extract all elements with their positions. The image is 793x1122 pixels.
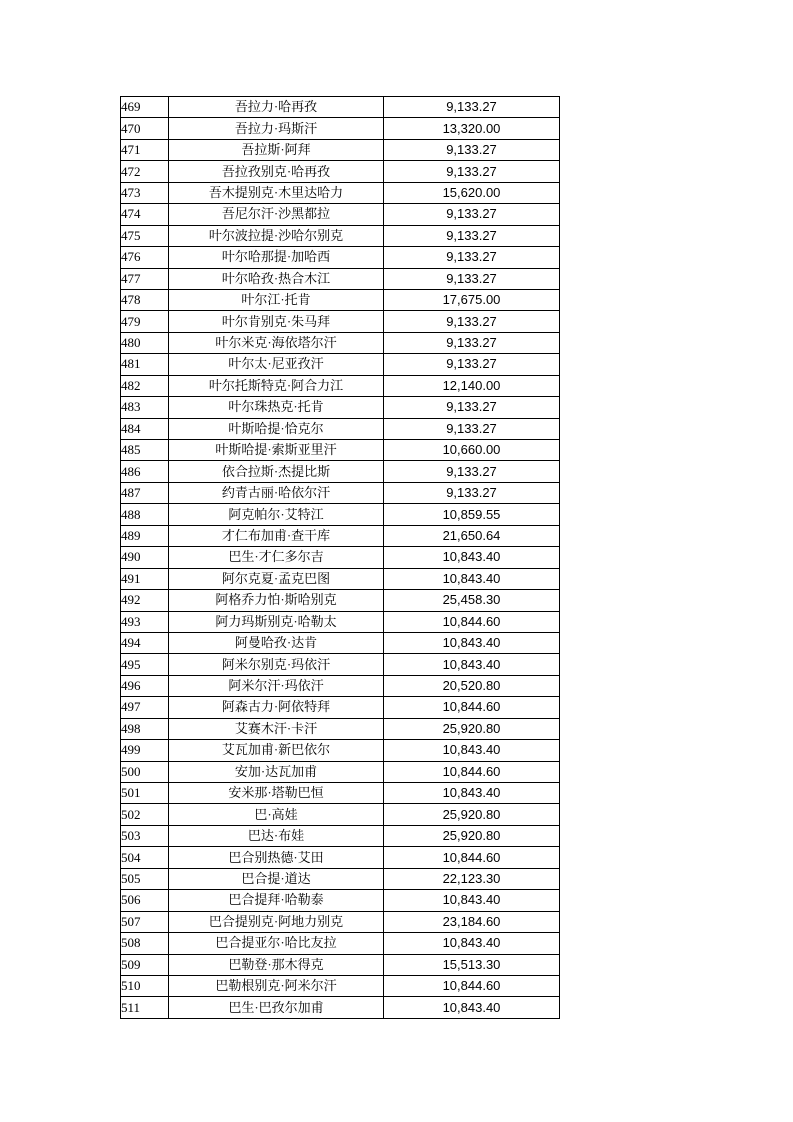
table-row xyxy=(121,568,560,589)
amount-cell: 10,843.40 xyxy=(384,890,560,911)
amount-cell: 25,920.80 xyxy=(384,825,560,846)
amount-cell: 9,133.27 xyxy=(384,97,560,118)
amount-cell: 13,320.00 xyxy=(384,118,560,139)
table-row xyxy=(121,718,560,739)
amount-cell: 10,843.40 xyxy=(384,740,560,761)
row-number-cell: 504 xyxy=(121,847,169,868)
row-number-cell: 470 xyxy=(121,118,169,139)
row-number-cell: 511 xyxy=(121,997,169,1018)
name-cell: 依合拉斯·杰提比斯 xyxy=(169,461,384,482)
row-number-cell: 479 xyxy=(121,311,169,332)
name-cell: 巴勒登·那木得克 xyxy=(169,954,384,975)
name-cell: 巴合别热德·艾田 xyxy=(169,847,384,868)
amount-cell: 25,458.30 xyxy=(384,590,560,611)
name-cell: 叶尔哈孜·热合木江 xyxy=(169,268,384,289)
table-row xyxy=(121,311,560,332)
row-number-cell: 495 xyxy=(121,654,169,675)
name-cell: 巴·高娃 xyxy=(169,804,384,825)
amount-cell: 9,133.27 xyxy=(384,397,560,418)
row-number-cell: 489 xyxy=(121,525,169,546)
amount-cell: 10,859.55 xyxy=(384,504,560,525)
amount-cell: 9,133.27 xyxy=(384,139,560,160)
row-number-cell: 474 xyxy=(121,204,169,225)
row-number-cell: 503 xyxy=(121,825,169,846)
amount-cell: 10,843.40 xyxy=(384,997,560,1018)
name-cell: 巴合提别克·阿地力别克 xyxy=(169,911,384,932)
name-cell: 阿尔克夏·孟克巴图 xyxy=(169,568,384,589)
amount-cell: 10,843.40 xyxy=(384,568,560,589)
name-cell: 巴勒根别克·阿米尔汗 xyxy=(169,975,384,996)
row-number-cell: 477 xyxy=(121,268,169,289)
name-cell: 阿米尔汗·玛依汗 xyxy=(169,675,384,696)
amount-cell: 23,184.60 xyxy=(384,911,560,932)
table-row xyxy=(121,697,560,718)
table-row xyxy=(121,525,560,546)
table-row xyxy=(121,675,560,696)
amount-cell: 25,920.80 xyxy=(384,804,560,825)
name-cell: 巴合提亚尔·哈比友拉 xyxy=(169,933,384,954)
name-cell: 叶尔波拉提·沙哈尔别克 xyxy=(169,225,384,246)
table-row xyxy=(121,118,560,139)
name-cell: 吾拉孜别克·哈再孜 xyxy=(169,161,384,182)
name-cell: 艾瓦加甫·新巴依尔 xyxy=(169,740,384,761)
row-number-cell: 508 xyxy=(121,933,169,954)
row-number-cell: 478 xyxy=(121,289,169,310)
row-number-cell: 510 xyxy=(121,975,169,996)
amount-cell: 9,133.27 xyxy=(384,161,560,182)
table-row xyxy=(121,547,560,568)
amount-cell: 9,133.27 xyxy=(384,332,560,353)
table-row xyxy=(121,97,560,118)
table-row xyxy=(121,590,560,611)
table-row xyxy=(121,654,560,675)
table-row xyxy=(121,825,560,846)
table-row xyxy=(121,847,560,868)
table-row xyxy=(121,975,560,996)
amount-cell: 15,620.00 xyxy=(384,182,560,203)
name-cell: 阿曼哈孜·达肯 xyxy=(169,632,384,653)
table-row xyxy=(121,418,560,439)
row-number-cell: 482 xyxy=(121,375,169,396)
table-row xyxy=(121,225,560,246)
amount-cell: 10,844.60 xyxy=(384,697,560,718)
name-cell: 巴合提·道达 xyxy=(169,868,384,889)
table-row xyxy=(121,911,560,932)
name-cell: 吾拉力·哈再孜 xyxy=(169,97,384,118)
table-row xyxy=(121,461,560,482)
row-number-cell: 469 xyxy=(121,97,169,118)
name-cell: 巴合提拜·哈勒泰 xyxy=(169,890,384,911)
name-cell: 吾尼尔汗·沙黑都拉 xyxy=(169,204,384,225)
table-body xyxy=(121,97,560,1019)
amount-cell: 10,844.60 xyxy=(384,975,560,996)
amount-cell: 10,843.40 xyxy=(384,632,560,653)
table-row xyxy=(121,868,560,889)
table-row xyxy=(121,632,560,653)
amount-cell: 10,843.40 xyxy=(384,654,560,675)
name-cell: 叶尔江·托肯 xyxy=(169,289,384,310)
row-number-cell: 492 xyxy=(121,590,169,611)
name-cell: 叶斯哈提·恰克尔 xyxy=(169,418,384,439)
name-cell: 安加·达瓦加甫 xyxy=(169,761,384,782)
row-number-cell: 493 xyxy=(121,611,169,632)
row-number-cell: 499 xyxy=(121,740,169,761)
table-row xyxy=(121,997,560,1018)
table-row xyxy=(121,139,560,160)
row-number-cell: 501 xyxy=(121,783,169,804)
row-number-cell: 509 xyxy=(121,954,169,975)
table-row xyxy=(121,804,560,825)
amount-cell: 10,843.40 xyxy=(384,783,560,804)
row-number-cell: 496 xyxy=(121,675,169,696)
row-number-cell: 475 xyxy=(121,225,169,246)
row-number-cell: 471 xyxy=(121,139,169,160)
table-row xyxy=(121,247,560,268)
table-row xyxy=(121,204,560,225)
amount-cell: 10,844.60 xyxy=(384,761,560,782)
amount-cell: 9,133.27 xyxy=(384,268,560,289)
name-cell: 才仁布加甫·查干库 xyxy=(169,525,384,546)
name-cell: 巴生·巴孜尔加甫 xyxy=(169,997,384,1018)
name-cell: 巴生·才仁多尔吉 xyxy=(169,547,384,568)
row-number-cell: 500 xyxy=(121,761,169,782)
amount-cell: 12,140.00 xyxy=(384,375,560,396)
name-cell: 吾木提别克·木里达哈力 xyxy=(169,182,384,203)
table-row xyxy=(121,440,560,461)
name-cell: 阿克帕尔·艾特江 xyxy=(169,504,384,525)
table-row xyxy=(121,161,560,182)
row-number-cell: 484 xyxy=(121,418,169,439)
row-number-cell: 497 xyxy=(121,697,169,718)
table-row xyxy=(121,182,560,203)
row-number-cell: 480 xyxy=(121,332,169,353)
name-cell: 叶尔肯别克·朱马拜 xyxy=(169,311,384,332)
table-row xyxy=(121,783,560,804)
row-number-cell: 481 xyxy=(121,354,169,375)
name-cell: 阿森古力·阿依特拜 xyxy=(169,697,384,718)
amount-cell: 21,650.64 xyxy=(384,525,560,546)
table-row xyxy=(121,375,560,396)
amount-cell: 9,133.27 xyxy=(384,204,560,225)
row-number-cell: 476 xyxy=(121,247,169,268)
amount-cell: 9,133.27 xyxy=(384,311,560,332)
table-row xyxy=(121,933,560,954)
name-cell: 叶斯哈提·索斯亚里汗 xyxy=(169,440,384,461)
amount-cell: 9,133.27 xyxy=(384,418,560,439)
table-row xyxy=(121,354,560,375)
amount-cell: 10,660.00 xyxy=(384,440,560,461)
row-number-cell: 486 xyxy=(121,461,169,482)
table-row xyxy=(121,611,560,632)
row-number-cell: 507 xyxy=(121,911,169,932)
amount-cell: 9,133.27 xyxy=(384,247,560,268)
table-row xyxy=(121,289,560,310)
name-cell: 安米那·塔勒巴恒 xyxy=(169,783,384,804)
table-row xyxy=(121,761,560,782)
amount-cell: 10,844.60 xyxy=(384,847,560,868)
data-table xyxy=(120,96,560,1019)
row-number-cell: 472 xyxy=(121,161,169,182)
table-row xyxy=(121,397,560,418)
name-cell: 阿力玛斯别克·哈勒太 xyxy=(169,611,384,632)
name-cell: 吾拉斯·阿拜 xyxy=(169,139,384,160)
name-cell: 艾赛木汗·卡汗 xyxy=(169,718,384,739)
table-row xyxy=(121,504,560,525)
name-cell: 巴达·布娃 xyxy=(169,825,384,846)
row-number-cell: 502 xyxy=(121,804,169,825)
name-cell: 叶尔太·尼亚孜汗 xyxy=(169,354,384,375)
table-row xyxy=(121,332,560,353)
amount-cell: 25,920.80 xyxy=(384,718,560,739)
name-cell: 约青古丽·哈依尔汗 xyxy=(169,482,384,503)
row-number-cell: 487 xyxy=(121,482,169,503)
amount-cell: 17,675.00 xyxy=(384,289,560,310)
row-number-cell: 505 xyxy=(121,868,169,889)
name-cell: 阿米尔别克·玛依汗 xyxy=(169,654,384,675)
amount-cell: 9,133.27 xyxy=(384,482,560,503)
row-number-cell: 498 xyxy=(121,718,169,739)
amount-cell: 22,123.30 xyxy=(384,868,560,889)
name-cell: 叶尔米克·海依塔尔汗 xyxy=(169,332,384,353)
amount-cell: 9,133.27 xyxy=(384,225,560,246)
table-row xyxy=(121,740,560,761)
row-number-cell: 506 xyxy=(121,890,169,911)
row-number-cell: 473 xyxy=(121,182,169,203)
amount-cell: 15,513.30 xyxy=(384,954,560,975)
row-number-cell: 483 xyxy=(121,397,169,418)
amount-cell: 9,133.27 xyxy=(384,354,560,375)
row-number-cell: 488 xyxy=(121,504,169,525)
table-row xyxy=(121,268,560,289)
name-cell: 叶尔哈那提·加哈西 xyxy=(169,247,384,268)
amount-cell: 10,843.40 xyxy=(384,547,560,568)
name-cell: 叶尔珠热克·托肯 xyxy=(169,397,384,418)
amount-cell: 10,844.60 xyxy=(384,611,560,632)
row-number-cell: 490 xyxy=(121,547,169,568)
row-number-cell: 491 xyxy=(121,568,169,589)
name-cell: 吾拉力·玛斯汗 xyxy=(169,118,384,139)
name-cell: 阿格乔力怕·斯哈别克 xyxy=(169,590,384,611)
row-number-cell: 485 xyxy=(121,440,169,461)
table-row xyxy=(121,954,560,975)
table-row xyxy=(121,482,560,503)
table-row xyxy=(121,890,560,911)
amount-cell: 10,843.40 xyxy=(384,933,560,954)
amount-cell: 9,133.27 xyxy=(384,461,560,482)
amount-cell: 20,520.80 xyxy=(384,675,560,696)
row-number-cell: 494 xyxy=(121,632,169,653)
name-cell: 叶尔托斯特克·阿合力江 xyxy=(169,375,384,396)
